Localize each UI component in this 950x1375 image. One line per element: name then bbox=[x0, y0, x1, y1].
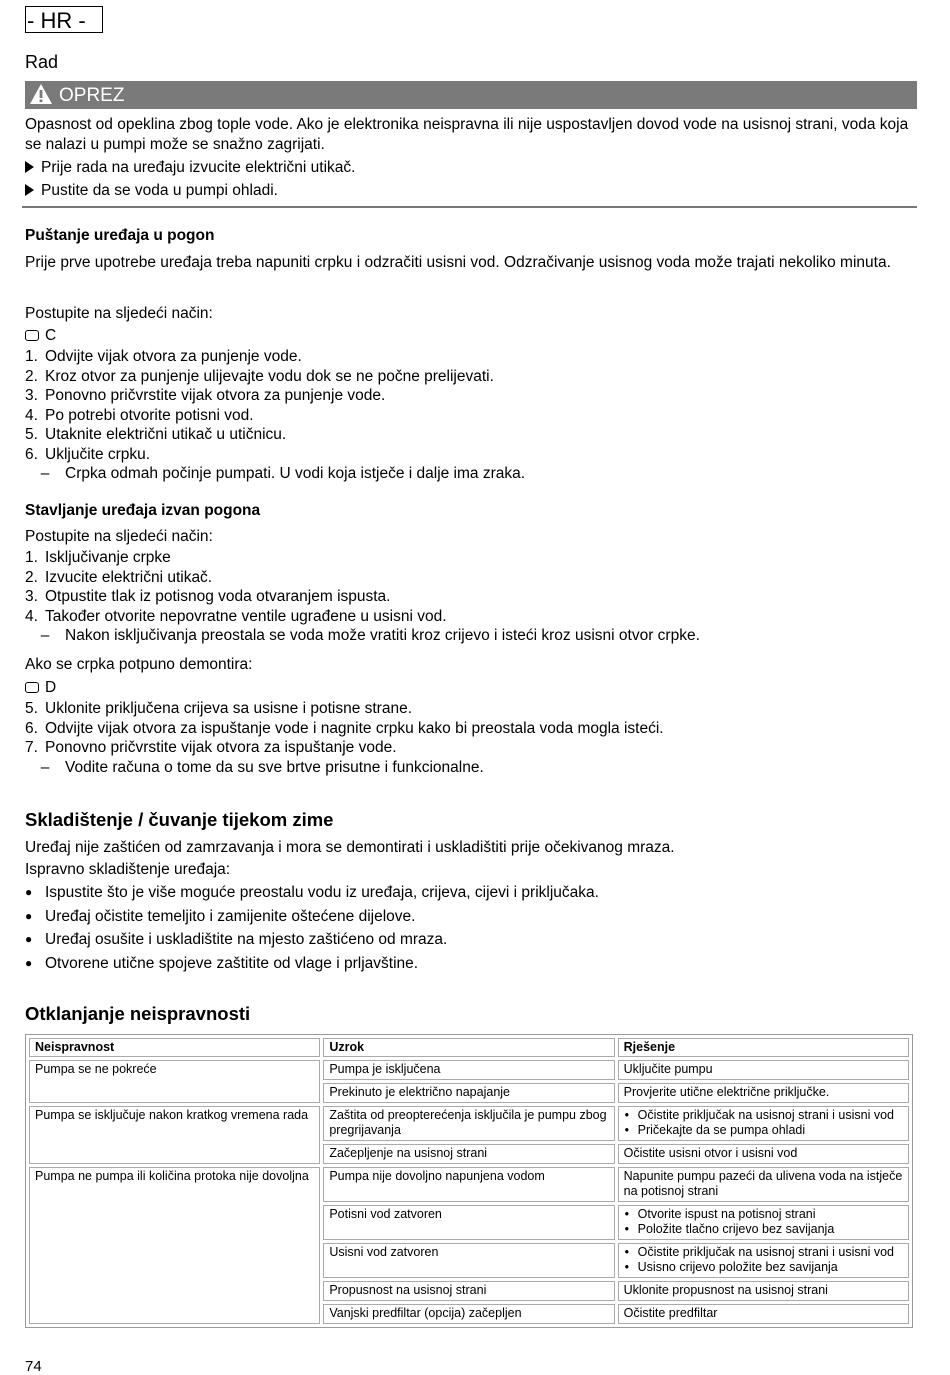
list-item: ● Uređaj očistite temeljito i zamijenite oštećene dijelove. bbox=[25, 907, 416, 925]
section-title-trouble: Otklanjanje neispravnosti bbox=[25, 1003, 251, 1024]
arrow-icon bbox=[25, 184, 34, 196]
warning-icon bbox=[29, 83, 53, 105]
cause-cell: Zaštita od preopterećenja isključila je pumpu zbog pregrijavanja bbox=[323, 1106, 614, 1141]
fix-cell: Očistite usisni otvor i usisni vod bbox=[618, 1144, 909, 1164]
warning-text: Opasnost od opeklina zbog tople vode. Ako je elektronika neispravna ili nije uspostavljen dovod vode na usisnoj strani, voda koja se nalazi u pumpi može se snažno zagrijati. bbox=[25, 116, 909, 153]
cause-cell: Prekinuto je električno napajanje bbox=[323, 1083, 614, 1103]
fault-cell: Pumpa se isključuje nakon kratkog vremena rada bbox=[29, 1106, 320, 1164]
fix-cell: • Očistite priključak na usisnoj strani i usisni vod • Pričekajte da se pumpa ohladi bbox=[618, 1106, 909, 1141]
list-item: 3. Ponovno pričvrstite vijak otvora za punjenje vode. bbox=[25, 387, 386, 404]
list-item: 7. Ponovno pričvrstite vijak otvora za ispuštanje vode. bbox=[25, 739, 397, 756]
table-header-row bbox=[29, 1038, 909, 1057]
fix-cell: Uključite pumpu bbox=[618, 1060, 909, 1080]
list-item: 2. Izvucite električni utikač. bbox=[25, 568, 213, 586]
fix-cell: Očistite predfiltar bbox=[618, 1304, 909, 1324]
language-label: - HR - bbox=[25, 6, 103, 33]
demount-text: Ako se crpka potpuno demontira: bbox=[25, 656, 253, 673]
book-icon bbox=[25, 682, 39, 693]
list-item: 1. Odvijte vijak otvora za punjenje vode. bbox=[25, 348, 302, 365]
page-number: 74 bbox=[25, 1358, 42, 1375]
caution-label: OPREZ bbox=[59, 85, 125, 106]
cause-cell: Začepljenje na usisnoj strani bbox=[323, 1144, 614, 1164]
fix-cell: • Otvorite ispust na potisnoj strani • Položite tlačno crijevo bez savijanja bbox=[618, 1205, 909, 1240]
cause-cell: Pumpa je isključena bbox=[323, 1060, 614, 1080]
result-item: – Vodite računa o tome da su sve brtve prisutne i funkcionalne. bbox=[40, 758, 484, 776]
result-item: – Nakon isključivanja preostala se voda može vratiti kroz crijevo i isteći kroz usisni otvor crpke. bbox=[40, 627, 700, 644]
fault-cell: Pumpa ne pumpa ili količina protoka nije dovoljna bbox=[29, 1167, 320, 1324]
arrow-icon bbox=[25, 161, 34, 173]
step-list bbox=[25, 699, 664, 777]
table-row bbox=[29, 1106, 909, 1141]
start-intro: Prije prve upotrebe uređaja treba napuniti crpku i odzračiti usisni vod. Odzračivanje usisnog voda može trajati nekoliko minuta. bbox=[25, 254, 891, 271]
divider bbox=[22, 206, 917, 208]
fix-cell: Uklonite propusnost na usisnoj strani bbox=[618, 1281, 909, 1301]
caution-banner bbox=[25, 81, 917, 109]
list-item: 3. Otpustite tlak iz potisnog voda otvaranjem ispusta. bbox=[25, 588, 391, 605]
book-icon bbox=[25, 330, 39, 341]
figure-ref: D bbox=[25, 678, 56, 698]
figure-ref: C bbox=[25, 326, 56, 346]
subsection-title-start: Puštanje uređaja u pogon bbox=[25, 227, 215, 244]
list-item: ● Otvorene utične spojeve zaštitite od vlage i prljavštine. bbox=[25, 954, 419, 972]
proceed-text: Postupite na sljedeći način: bbox=[25, 528, 213, 545]
list-item: 4. Po potrebi otvorite potisni vod. bbox=[25, 406, 254, 424]
list-item: 5. Utaknite električni utikač u utičnicu. bbox=[25, 426, 287, 443]
subsection-title-stop: Stavljanje uređaja izvan pogona bbox=[25, 502, 261, 519]
cause-cell: Propusnost na usisnoj strani bbox=[323, 1281, 614, 1301]
list-item: ● Ispustite što je više moguće preostalu vodu iz uređaja, crijeva, cijevi i priključaka. bbox=[25, 884, 599, 901]
bullet-list bbox=[25, 883, 599, 973]
table-row bbox=[29, 1060, 909, 1080]
list-item: 1. Isključivanje crpke bbox=[25, 549, 171, 566]
warning-step: Prije rada na uređaju izvucite električni utikač. bbox=[25, 158, 355, 178]
step-list bbox=[25, 347, 525, 484]
section-title-rad: Rad bbox=[25, 52, 59, 72]
fix-cell: Provjerite utične električne priključke. bbox=[618, 1083, 909, 1103]
warning-step: Pustite da se voda u pumpi ohladi. bbox=[25, 181, 278, 201]
column-header: Rješenje bbox=[618, 1038, 909, 1057]
fix-cell: • Očistite priključak na usisnoj strani i usisni vod • Usisno crijevo položite bez savijanja bbox=[618, 1243, 909, 1278]
result-item: – Crpka odmah počinje pumpati. U vodi koja istječe i dalje ima zraka. bbox=[40, 465, 526, 482]
column-header: Neispravnost bbox=[29, 1038, 320, 1057]
list-item: 4. Također otvorite nepovratne ventile ugrađene u usisni vod. bbox=[25, 607, 447, 625]
cause-cell: Potisni vod zatvoren bbox=[323, 1205, 614, 1240]
storage-line1: Uređaj nije zaštićen od zamrzavanja i mora se demontirati i uskladištiti prije očekivanog mraza. bbox=[25, 839, 675, 856]
list-item: ● Uređaj osušite i uskladištite na mjesto zaštićeno od mraza. bbox=[25, 931, 448, 948]
cause-cell: Vanjski predfiltar (opcija) začepljen bbox=[323, 1304, 614, 1324]
cause-cell: Pumpa nije dovoljno napunjena vodom bbox=[323, 1167, 614, 1202]
fault-cell: Pumpa se ne pokreće bbox=[29, 1060, 320, 1103]
proceed-text: Postupite na sljedeći način: bbox=[25, 305, 213, 322]
list-item: 6. Uključite crpku. bbox=[25, 445, 151, 463]
column-header: Uzrok bbox=[323, 1038, 614, 1057]
list-item: 6. Odvijte vijak otvora za ispuštanje vode i nagnite crpku kako bi preostala voda mogla isteći. bbox=[25, 719, 664, 737]
list-item: 2. Kroz otvor za punjenje ulijevajte vodu dok se ne počne prelijevati. bbox=[25, 367, 494, 385]
cause-cell: Usisni vod zatvoren bbox=[323, 1243, 614, 1278]
step-list bbox=[25, 548, 700, 646]
section-title-storage: Skladištenje / čuvanje tijekom zime bbox=[25, 809, 334, 830]
list-item: 5. Uklonite priključena crijeva sa usisne i potisne strane. bbox=[25, 700, 413, 717]
storage-line2: Ispravno skladištenje uređaja: bbox=[25, 861, 231, 878]
troubleshooting-table bbox=[25, 1034, 913, 1328]
table-row bbox=[29, 1167, 909, 1202]
fix-cell: Napunite pumpu pazeći da ulivena voda na istječe na potisnoj strani bbox=[618, 1167, 909, 1202]
